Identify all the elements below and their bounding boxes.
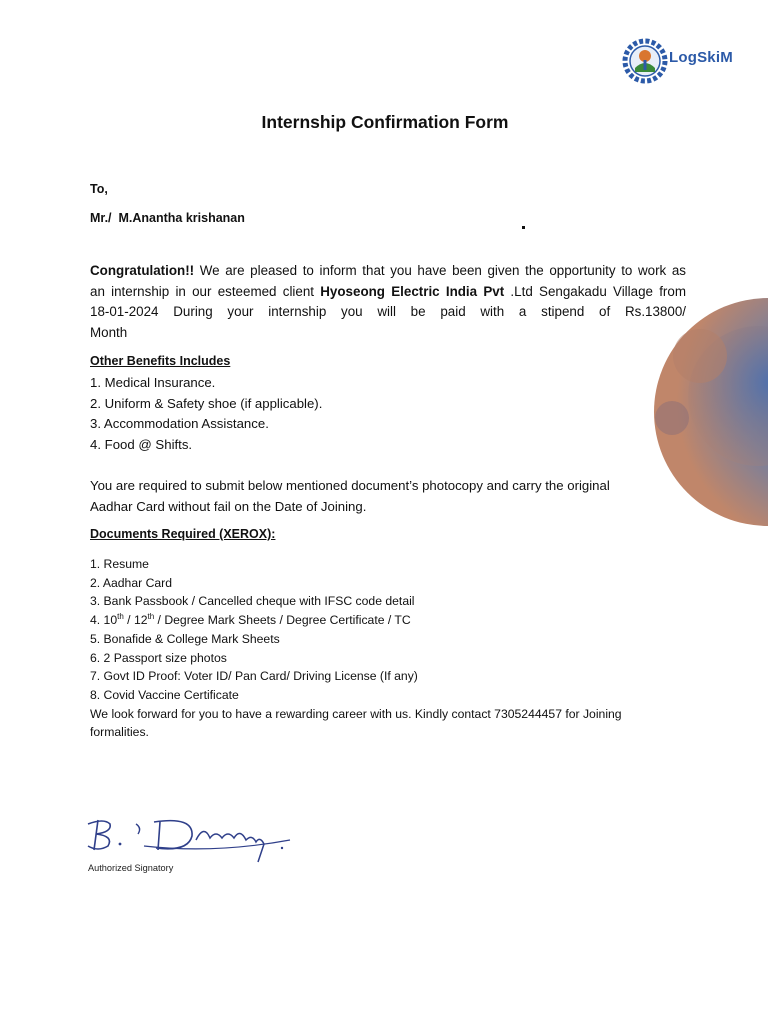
intro-line-2-text-a: an internship in our esteemed client [90, 283, 321, 299]
documents-list [90, 555, 690, 742]
submit-note [90, 476, 690, 517]
benefits-list [90, 373, 322, 455]
submit-note-line-2: Aadhar Card without fail on the Date of Joining. [90, 498, 367, 514]
list-item: 7. Govt ID Proof: Voter ID/ Pan Card/ Driving License (If any) [90, 669, 418, 684]
doc4-text-a: 4. 10 [90, 613, 118, 628]
list-item: 2. Aadhar Card [90, 575, 172, 590]
list-item: 2. Uniform & Safety shoe (if applicable). [90, 395, 323, 411]
list-item: 3. Accommodation Assistance. [90, 416, 269, 431]
handwritten-signature [84, 810, 304, 870]
intro-line-1-text: We are pleased to inform that you have been given the opportunity to work as [194, 263, 686, 278]
closing-line-1: We look forward for you to have a rewarding career with us. Kindly contact 7305244457 for Joining [90, 706, 622, 721]
closing-line-2: formalities. [90, 725, 149, 740]
intro-line-3: 18-01-2024 During your internship you will be paid with a stipend of Rs.13800/ [90, 304, 686, 319]
submit-note-line-1: You are required to submit below mentioned document’s photocopy and carry the original [90, 478, 610, 493]
list-item: 4. Food @ Shifts. [90, 436, 193, 452]
stray-dot [522, 226, 525, 229]
doc4-sup-2: th [147, 612, 155, 622]
intro-line-2 [90, 282, 686, 303]
recipient-name: Mr./ M.Anantha krishanan [90, 211, 245, 225]
list-item: 8. Covid Vaccine Certificate [90, 687, 239, 702]
list-item: 1. Medical Insurance. [90, 375, 216, 390]
list-item: 3. Bank Passbook / Cancelled cheque with IFSC code detail [90, 594, 415, 609]
doc4-sup-1: th [117, 612, 124, 622]
logo-text: LogSkiM [669, 49, 733, 66]
intro-line-1 [90, 261, 686, 282]
intro-line-2-text-b: .Ltd Sengakadu Village from [504, 283, 686, 299]
intro-line-4: Month [90, 324, 128, 340]
doc4-text-c: / Degree Mark Sheets / Degree Certificate / TC [154, 613, 411, 628]
client-name: Hyoseong Electric India Pvt [320, 283, 505, 299]
decorative-circles [640, 296, 768, 528]
doc4-text-b: / 12 [123, 613, 148, 628]
list-item: 6. 2 Passport size photos [90, 650, 227, 665]
gear-logo-icon [622, 38, 668, 84]
page-title: Internship Confirmation Form [261, 112, 509, 132]
documents-heading: Documents Required (XEROX): [90, 527, 276, 541]
list-item: 5. Bonafide & College Mark Sheets [90, 631, 280, 646]
list-item: 1. Resume [90, 557, 149, 571]
benefits-heading: Other Benefits Includes [90, 354, 231, 368]
signatory-label: Authorized Signatory [88, 863, 174, 873]
congrats-lead: Congratulation!! [90, 263, 195, 278]
company-logo [622, 36, 742, 84]
list-item [90, 611, 690, 630]
salutation: To, [90, 182, 108, 196]
intro-paragraph [90, 261, 686, 343]
